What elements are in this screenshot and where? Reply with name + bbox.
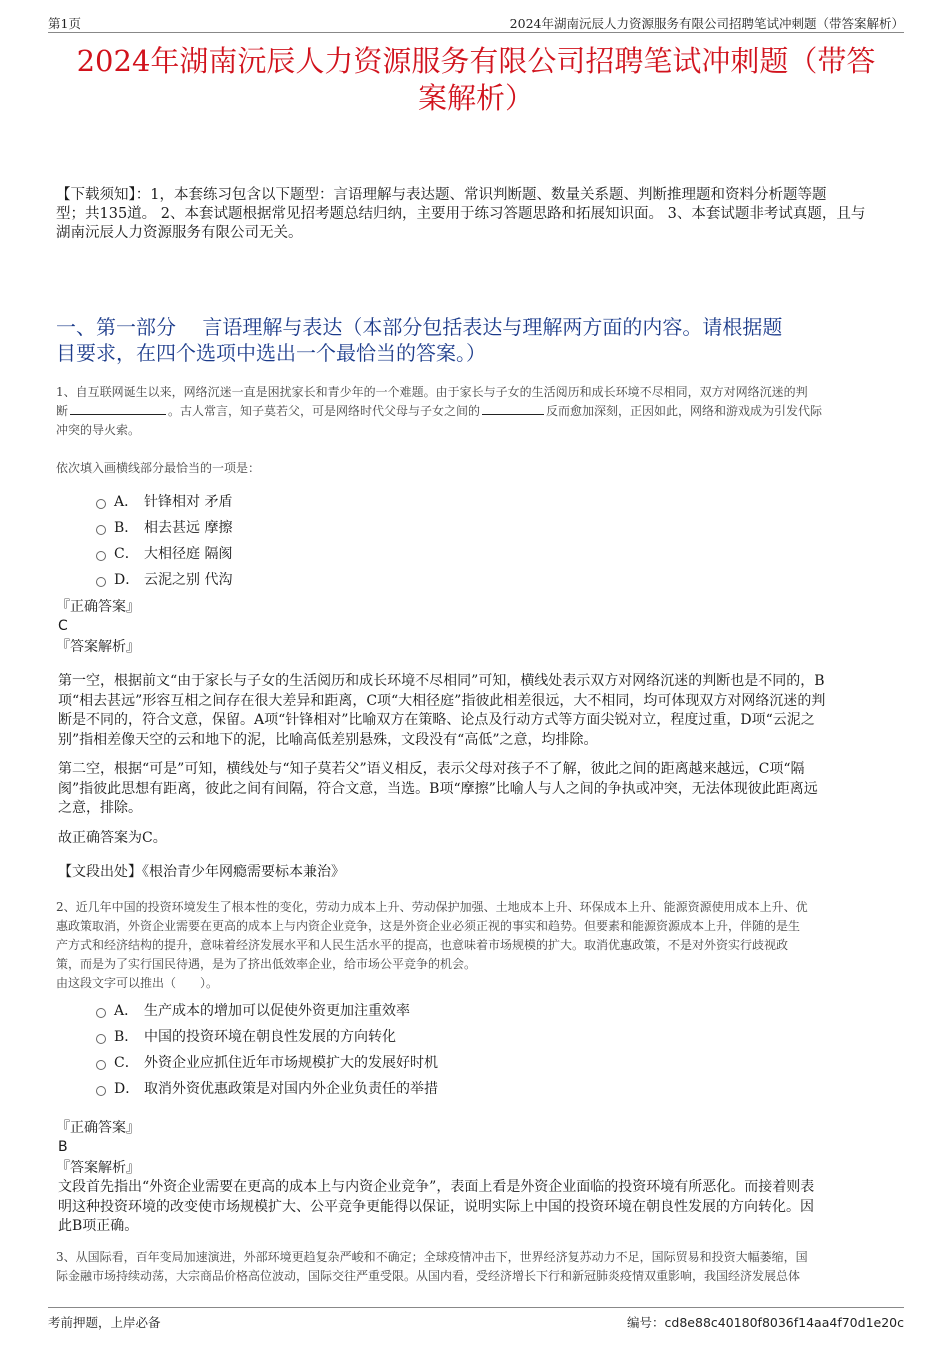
q2-option-c[interactable] [96,1053,438,1073]
q1-answer: C [58,618,68,634]
option-letter: B． [114,1029,139,1045]
option-letter: A． [114,494,139,510]
q1-option-b[interactable] [96,518,232,538]
download-notice [56,186,898,243]
radio-icon[interactable] [96,551,106,561]
fill-blank-2 [482,402,544,415]
analysis-line: 别”指相差像天空的云和地下的泥，比喻高低差别悬殊，文段没有“高低”之意，均排除。 [58,731,598,748]
footer-code-label: 编号： [627,1315,665,1330]
notice-line: 湖南沅辰人力资源服务有限公司无关。 [56,225,303,241]
stem-line: 惠政策取消，外资企业需要在更高的成本上与内资企业竞争，这是外资企业必须正视的事实和趋势。但要素和能源资源成本上升，伴随的是生 [56,919,801,933]
question-3-stem [56,1248,898,1286]
page-number: 第1页 [48,16,81,31]
page-title-line1: 2024年湖南沅辰人力资源服务有限公司招聘笔试冲刺题（带答 [76,44,876,78]
analysis-line: 项“相去甚远”形容互相之间存在很大差异和距离，C项“大相径庭”指彼此相差很远，大不相同，均可体现双方对网络沉迷的判 [58,692,826,709]
option-text: 外资企业应抓住近年市场规模扩大的发展好时机 [144,1055,438,1071]
fill-blank-1 [70,402,166,415]
radio-icon[interactable] [96,1086,106,1096]
stem-text: 断 [56,404,69,418]
stem-text: 。古人常言，知子莫若父，可是网络时代父母与子女之间的 [168,404,481,418]
q2-analysis-label: 『答案解析』 [56,1160,140,1176]
q2-option-a[interactable] [96,1001,410,1021]
option-text: 生产成本的增加可以促使外资更加注重效率 [144,1003,410,1019]
q2-option-d[interactable] [96,1079,438,1099]
q1-analysis-para-1 [58,672,888,750]
footer-code-value: cd8e88c40180f8036f14aa4f70d1e20c [664,1315,904,1330]
page-title-line2: 案解析） [417,81,534,115]
section-heading [56,314,898,366]
q1-source: 【文段出处】《根治青少年网瘾需要标本兼治》 [58,864,345,880]
notice-line: 型；共135道。 2、本套试题根据常见招考题总结归纳，主要用于练习答题思路和拓展知识面。 3、本套试题非考试真题，且与 [56,206,866,222]
analysis-line: 文段首先指出“外资企业需要在更高的成本上与内资企业竞争”，表面上看是外资企业面临的投资环境有所恶化。而接着则表 [58,1179,815,1195]
option-text: 针锋相对 矛盾 [144,494,233,510]
running-header-title: 2024年湖南沅辰人力资源服务有限公司招聘笔试冲刺题（带答案解析） [509,16,904,31]
stem-line: 策，而是为了实行国民待遇，是为了挤出低效率企业，给市场公平竞争的机会。 [56,957,477,971]
radio-icon[interactable] [96,525,106,535]
stem-line: 产方式和经济结构的提升，意味着经济发展水平和人民生活水平的提高，也意味着市场规模的扩大。取消优惠政策，不是对外资实行歧视政 [56,938,789,952]
question-2-stem [56,898,898,993]
footer-tagline: 考前押题，上岸必备 [48,1315,161,1330]
analysis-line: 阂”指彼此思想有距离，彼此之间有间隔，符合文意，当选。B项“摩擦”比喻人与人之间的争执或冲突，无法体现彼此距离远 [58,780,818,797]
option-letter: B． [114,520,139,536]
analysis-line: 第二空，根据“可是”可知，横线处与“知子莫若父”语义相反，表示父母对孩子不了解，彼此之间的距离越来越远，C项“隔 [58,761,805,777]
q1-conclusion: 故正确答案为C。 [58,830,167,846]
q1-option-d[interactable] [96,570,232,590]
option-letter: C． [114,1055,139,1071]
radio-icon[interactable] [96,1008,106,1018]
option-letter: A． [114,1003,139,1019]
q1-option-c[interactable] [96,544,232,564]
option-letter: D． [114,572,140,588]
q2-analysis [58,1178,888,1237]
footer-rule [48,1307,904,1308]
q1-answer-label: 『正确答案』 [56,599,140,615]
analysis-line: 第一空，根据前文“由于家长与子女的生活阅历和成长环境不尽相同”可知，横线处表示双方对网络沉迷的判断也是不同的，B [58,673,825,689]
section-heading-line1: 一、第一部分 言语理解与表达（本部分包括表达与理解两方面的内容。请根据题 [56,315,783,339]
analysis-line: 明这种投资环境的改变使市场规模扩大、公平竞争更能得以保证，说明实际上中国的投资环境在朝良性发展的方向转化。因 [58,1198,814,1215]
option-text: 中国的投资环境在朝良性发展的方向转化 [144,1029,396,1045]
q2-option-b[interactable] [96,1027,396,1047]
q2-answer: B [58,1139,68,1155]
stem-line: 1、自互联网诞生以来，网络沉迷一直是困扰家长和青少年的一个难题。由于家长与子女的生活阅历和成长环境不尽相同，双方对网络沉迷的判 [56,385,808,399]
stem-line: 由这段文字可以推出（ ）。 [56,976,219,990]
q1-option-a[interactable] [96,492,232,512]
radio-icon[interactable] [96,1060,106,1070]
question-1-prompt: 依次填入画横线部分最恰当的一项是： [56,461,261,475]
header-rule [48,32,904,33]
option-letter: C． [114,546,139,562]
option-letter: D． [114,1081,140,1097]
option-text: 相去甚远 摩擦 [144,520,233,536]
footer-code [627,1313,904,1331]
page-title [48,43,904,117]
q2-answer-label: 『正确答案』 [56,1120,140,1136]
stem-line: 3、从国际看，百年变局加速演进，外部环境更趋复杂严峻和不确定；全球疫情冲击下，世界经济复苏动力不足，国际贸易和投资大幅萎缩，国 [56,1250,808,1264]
radio-icon[interactable] [96,577,106,587]
stem-line [56,402,898,421]
option-text: 云泥之别 代沟 [144,572,233,588]
radio-icon[interactable] [96,1034,106,1044]
option-text: 大相径庭 隔阂 [144,546,233,562]
stem-text: 反而愈加深刻，正因如此，网络和游戏成为引发代际 [546,404,823,418]
notice-line: 【下载须知】：1，本套练习包含以下题型：言语理解与表达题、常识判断题、数量关系题、判断推理题和资料分析题等题 [56,187,827,203]
stem-line: 际金融市场持续动荡，大宗商品价格高位波动，国际交往严重受限。从国内看，受经济增长下行和新冠肺炎疫情双重影响，我国经济发展总体 [56,1269,801,1283]
analysis-line: 之意，排除。 [58,800,142,816]
question-1-stem [56,383,898,440]
analysis-line: 此B项正确。 [58,1218,139,1234]
stem-line: 冲突的导火索。 [56,423,141,437]
section-heading-line2: 目要求，在四个选项中选出一个最恰当的答案。） [56,341,486,365]
radio-icon[interactable] [96,499,106,509]
q1-analysis-para-2 [58,760,888,819]
stem-line: 2、近几年中国的投资环境发生了根本性的变化，劳动力成本上升、劳动保护加强、土地成本上升、环保成本上升、能源资源使用成本上升、优 [56,900,808,914]
q1-analysis-label: 『答案解析』 [56,639,140,655]
analysis-line: 断是不同的，符合文意，保留。A项“针锋相对”比喻双方在策略、论点及行动方式等方面尖锐对立，程度过重，D项“云泥之 [58,712,815,728]
option-text: 取消外资优惠政策是对国内外企业负责任的举措 [144,1081,438,1097]
